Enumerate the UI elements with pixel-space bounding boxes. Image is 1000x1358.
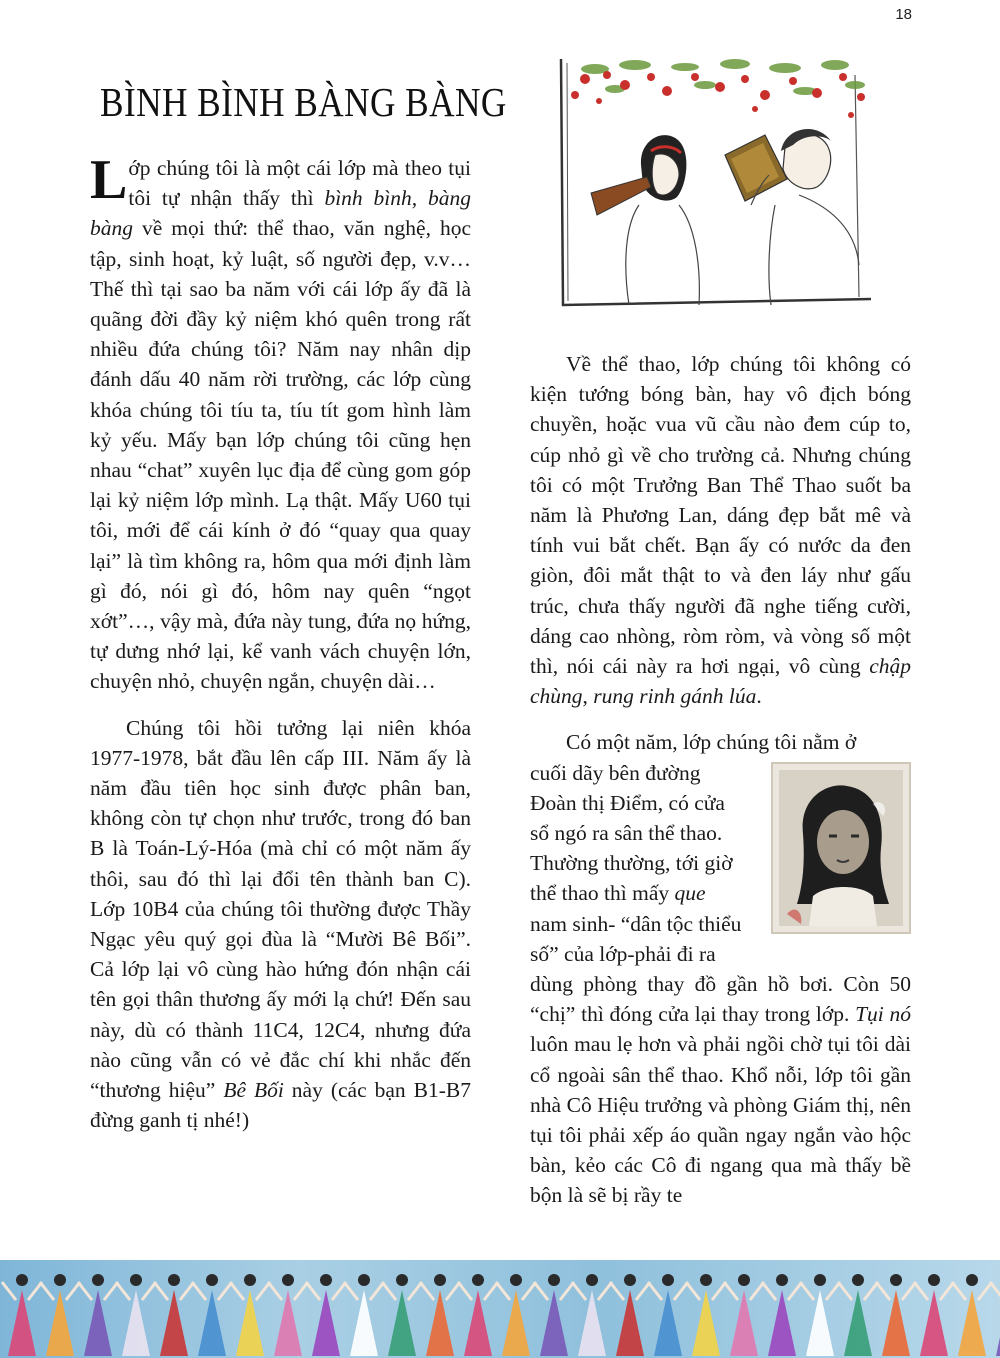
article-title: BÌNH BÌNH BÀNG BÀNG xyxy=(100,79,507,125)
dancer-head xyxy=(16,1274,28,1286)
dancer-head xyxy=(358,1274,370,1286)
italic-phrase: rung rinh gánh lúa xyxy=(593,684,757,709)
dancer-head xyxy=(244,1274,256,1286)
dancer-head xyxy=(890,1274,902,1286)
dancer-head xyxy=(206,1274,218,1286)
dancer-head xyxy=(700,1274,712,1286)
dancer-head xyxy=(624,1274,636,1286)
dancer-head xyxy=(776,1274,788,1286)
dancer-head xyxy=(738,1274,750,1286)
left-paragraph-2 xyxy=(90,713,471,1136)
text-span: này (các bạn B1-B7 đừng ganh tị nhé!) xyxy=(90,1078,471,1133)
dancer-head xyxy=(662,1274,674,1286)
text-span: Về thể thao, lớp chúng tôi không có kiện tướng bóng bàn, hay vô địch bóng chuyền, hoặc vua vũ cầu nào đem cúp to, cúp nhỏ gì về cho trường cả. Nhưng chúng tôi có một Trưởng Ban Thể Thao suốt ba năm là Phương Lan, dáng đẹp bắt mê và tính vui bắt chết. Bạn ấy có nước da đen giòn, đôi mắt thật to và đen láy như gấu trúc, chưa thấy người đã nghe tiếng cười, dáng cao nhòng, ròm ròm, và vòng số một thì, nói cái này ra hơi ngại, vô cùng xyxy=(530,352,911,679)
italic-phrase: Tụi nó xyxy=(855,1002,911,1027)
right-paragraph-2-lead: Có một năm, lớp chúng tôi nằm ở xyxy=(566,730,857,755)
right-column xyxy=(530,349,911,1211)
portrait-photo-frame xyxy=(771,762,911,934)
dancer-head xyxy=(548,1274,560,1286)
dancing-girls-ao-dai-band-icon xyxy=(0,1260,1000,1358)
dancer-head xyxy=(168,1274,180,1286)
right-paragraph-1 xyxy=(530,349,911,711)
dancer-head xyxy=(814,1274,826,1286)
dancer-head xyxy=(130,1274,142,1286)
page-number: 18 xyxy=(895,6,912,23)
dancer-head xyxy=(472,1274,484,1286)
narrow-line: sổ ngó ra sân thể thao. xyxy=(530,821,723,846)
narrow-line: Đoàn thị Điểm, có cửa xyxy=(530,790,725,815)
dancer-head xyxy=(92,1274,104,1286)
italic-phrase: bình bình, bàng bàng xyxy=(90,186,471,241)
text-span: luôn mau lẹ hơn và phải ngồi chờ tụi tôi dài cổ ngoài sân thể thao. Khổ nỗi, lớp tôi gần nhà Cô Hiệu trưởng và phòng Giám thị, nên tụi tôi phải xếp áo quần ngay ngắn vào hộc bàn, kẻo các Cô đi ngang qua mà thấy bề bộn là sẽ bị rầy te xyxy=(530,1032,911,1208)
narrow-line: nam sinh- “dân tộc thiểu xyxy=(530,911,742,936)
dancer-head xyxy=(282,1274,294,1286)
italic-phrase: que xyxy=(674,881,706,906)
dancer-head xyxy=(396,1274,408,1286)
narrow-line: số” của lớp-phải đi ra xyxy=(530,941,716,966)
dancer-head xyxy=(586,1274,598,1286)
text-span: ớp chúng tôi là một cái lớp mà theo tụi tôi tự nhận thấy thì xyxy=(128,156,471,211)
text-span: , xyxy=(582,684,594,709)
photo-wrap-block xyxy=(530,758,911,969)
dancer-head xyxy=(54,1274,66,1286)
text-span: thể thao thì mấy xyxy=(530,881,675,906)
students-at-window-sketch-icon xyxy=(555,55,873,310)
portrait-photo-icon xyxy=(771,762,911,934)
dancer-head xyxy=(320,1274,332,1286)
right-paragraph-2-rest xyxy=(530,969,911,1211)
left-column xyxy=(90,149,471,1136)
narrow-line: Thường thường, tới giờ xyxy=(530,851,733,876)
dancer-head xyxy=(510,1274,522,1286)
text-span: dùng phòng thay đồ gần hồ bơi. Còn 50 “chị” thì đóng cửa lại thay trong lớp. xyxy=(530,972,911,1027)
dancer-head xyxy=(966,1274,978,1286)
narrow-line xyxy=(530,878,760,908)
dancer-head xyxy=(852,1274,864,1286)
italic-phrase: chập chùng xyxy=(530,654,911,709)
text-span: về mọi thứ: thể thao, văn nghệ, học tập, sinh hoạt, kỷ luật, số người đẹp, v.v… Thế thì tại sao ba năm với cái lớp ấy đã là quãng đời đầy kỷ niệm khó quên trong rất nhiều đứa chúng tôi? Năm nay nhân dịp đánh dấu 40 năm rời trường, các lớp cùng khóa chúng tôi tíu ta, tíu tít gom hình làm kỷ yếu. Mấy bạn lớp chúng tôi cũng hẹn nhau “chat” xuyên lục địa để cùng gom góp lại kỷ niệm lớp mình. Lạ thật. Mấy U60 tụi tôi, mới để cái kính ở đó “quay qua quay lại” là tìm không ra, hôm qua mới định làm gì đó, nói gì đó, hôm nay quên “ngọt xớt”…, vậy mà, đứa này tung, đứa nọ hứng, tự dưng nhớ lại, kể vanh vách chuyện lớn, chuyện nhỏ, chuyện ngắn, chuyện dài… xyxy=(90,216,471,694)
italic-phrase: Bê Bối xyxy=(223,1078,284,1103)
dancer-head xyxy=(434,1274,446,1286)
text-span: Chúng tôi hồi tưởng lại niên khóa 1977-1978, bắt đầu lên cấp III. Năm ấy là năm đầu tiên học sinh được phân ban, không còn tự chọn như trước, trong đó ban B là Toán-Lý-Hóa (mà chỉ có một năm ấy thôi, sau đó thì lại đổi tên thành ban C). Lớp 10B4 của chúng tôi thường được Thầy Ngạc yêu quý gọi đùa là “Mười Bê Bối”. Cả lớp lại vô cùng hào hứng đón nhận cái tên gọi thân thương ấy mới lạ chứ! Đến sau này, dù có thành 11C4, 12C4, nhưng đứa nào cũng vẫn có vẻ đắc chí khi nhắc đến “thương hiệu” xyxy=(90,715,471,1103)
drop-cap: L xyxy=(90,149,128,211)
text-span: . xyxy=(756,684,762,709)
narrow-line: cuối dãy bên đường xyxy=(530,760,701,785)
dancer-head xyxy=(928,1274,940,1286)
left-paragraph-1 xyxy=(90,149,471,697)
